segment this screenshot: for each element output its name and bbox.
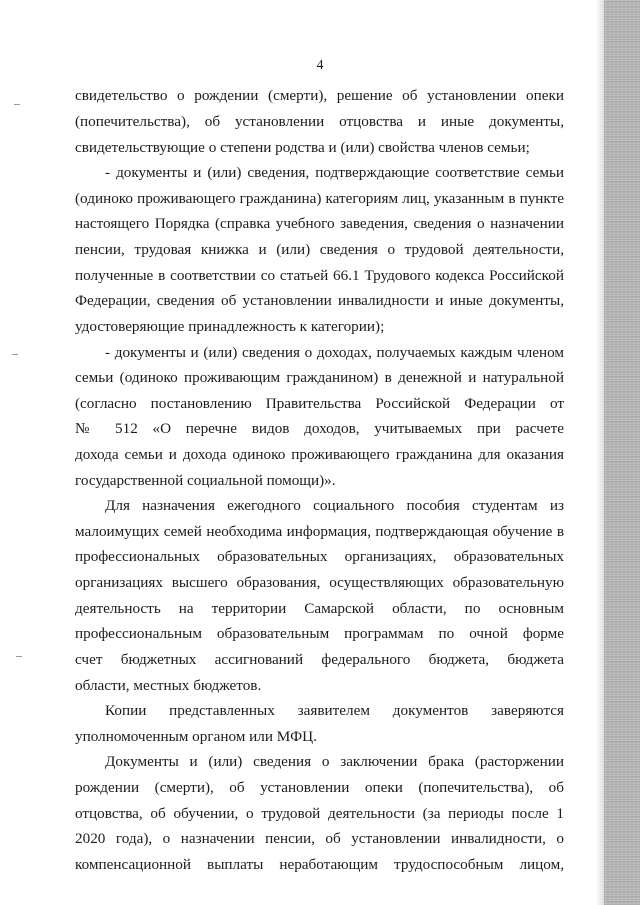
text-line: семьи (одиноко проживающим гражданином) в денежной и натуральной: [75, 369, 564, 386]
text-line: рождении (смерти), об установлении опеки (попечительства), об: [75, 779, 564, 796]
text-line: Документы и (или) сведения о заключении брака (расторжении: [105, 753, 564, 770]
text-line: полученные в соответствии со статьей 66.1 Трудового кодекса Российской: [75, 267, 564, 284]
text-line: (согласно постановлению Правительства Российской Федерации от: [75, 395, 564, 412]
scan-edge-strip: [604, 0, 640, 905]
text-line: Для назначения ежегодного социального пособия студентам из: [105, 497, 564, 514]
text-line: профессиональных образовательных организациях, образовательных: [75, 548, 564, 565]
text-line: свидетельствующие о степени родства и (или) свойства членов семьи;: [75, 139, 530, 156]
text-line: компенсационной выплаты неработающим трудоспособным лицом,: [75, 856, 564, 873]
text-line: 2020 года), о назначении пенсии, об установлении инвалидности, о: [75, 830, 564, 847]
text-line: счет бюджетных ассигнований федерального бюджета, бюджета: [75, 651, 564, 668]
text-line: (попечительства), об установлении отцовства и иные документы,: [75, 113, 564, 130]
text-line: отцовства, об обучении, о трудовой деятельности (за периоды после 1: [75, 805, 564, 822]
text-line: Копии представленных заявителем документов заверяются: [105, 702, 564, 719]
text-line: профессиональным образовательным программам по очной форме: [75, 625, 564, 642]
text-line: Федерации, сведения об установлении инвалидности и иные документы,: [75, 292, 564, 309]
scan-artifact: [12, 354, 18, 355]
text-line: уполномоченным органом или МФЦ.: [75, 728, 317, 745]
page-number: 4: [316, 58, 324, 73]
text-line: - документы и (или) сведения о доходах, получаемых каждым членом: [105, 344, 564, 361]
text-line: организациях высшего образования, осуществляющих образовательную: [75, 574, 564, 591]
text-line: пенсии, трудовая книжка и (или) сведения о трудовой деятельности,: [75, 241, 564, 258]
text-line: государственной социальной помощи)».: [75, 472, 336, 489]
text-line: настоящего Порядка (справка учебного заведения, сведения о назначении: [75, 215, 564, 232]
scan-artifact: [16, 656, 22, 657]
text-line: - документы и (или) сведения, подтверждающие соответствие семьи: [105, 164, 564, 181]
text-line: области, местных бюджетов.: [75, 677, 262, 694]
text-line: свидетельство о рождении (смерти), решение об установлении опеки: [75, 87, 564, 104]
text-line: дохода семьи и дохода одиноко проживающего гражданина для оказания: [75, 446, 564, 463]
text-line: деятельность на территории Самарской области, по основным: [75, 600, 564, 617]
text-line: (одиноко проживающего гражданина) категориям лиц, указанным в пункте: [75, 190, 564, 207]
text-line: удостоверяющие принадлежность к категории);: [75, 318, 385, 335]
text-line: № 512 «О перечне видов доходов, учитываемых при расчете: [75, 420, 564, 437]
scan-artifact: [14, 104, 20, 105]
text-line: малоимущих семей необходима информация, подтверждающая обучение в: [75, 523, 564, 540]
